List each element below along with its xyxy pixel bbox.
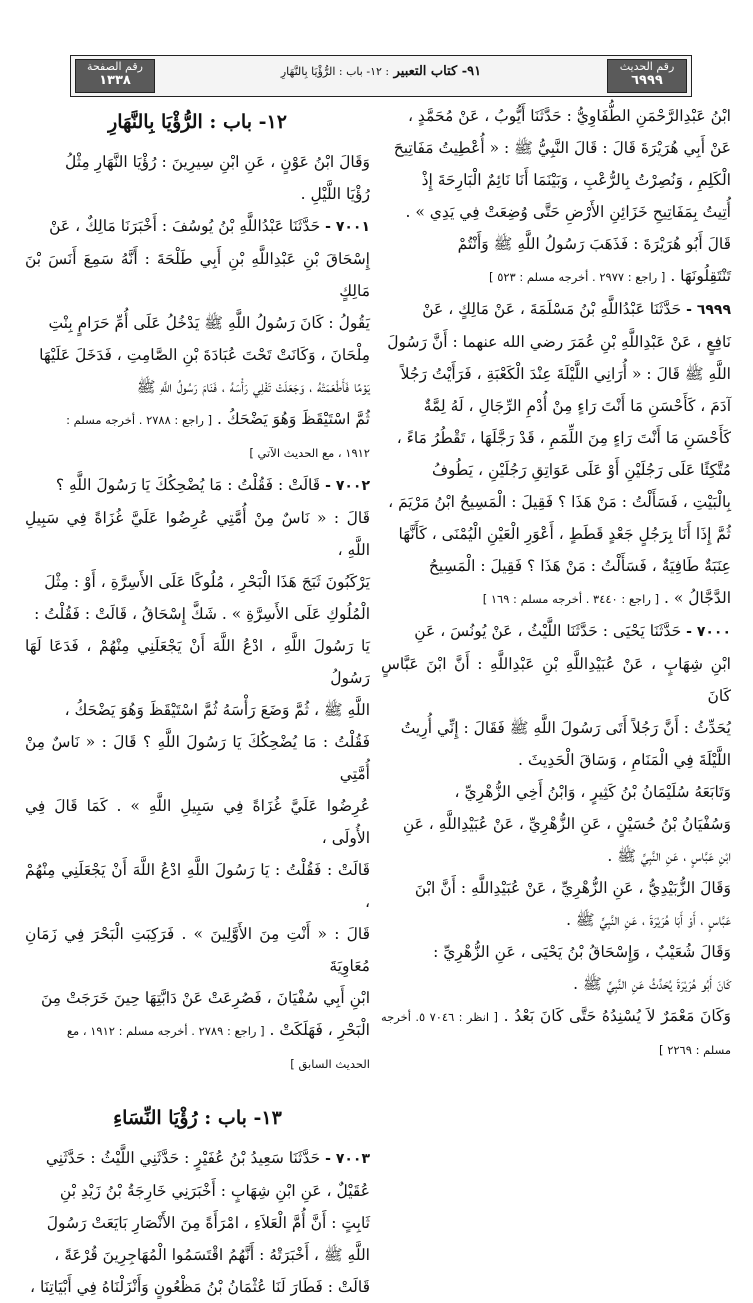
- text-line: [25, 566, 370, 598]
- line-text: عَنْ أَبِي هُرَيْرَةَ قَالَ : قَالَ النَّبِيُّ ﷺ : « أُعْطِيتُ مَفَاتِيحَ: [393, 139, 731, 157]
- text-line: [25, 243, 370, 307]
- line-text: آدَمَ ، كَأَحْسَنِ مَا أَنْتَ رَاءٍ مِنْ أُدْمِ الرِّجَالِ ، لَهُ لِمَّةٌ: [423, 397, 731, 415]
- line-text: مِلْحَانَ ، وَكَانَتْ تَحْتَ عُبَادَةَ بْنِ الصَّامِتِ ، فَدَخَلَ عَلَيْهَا: [39, 346, 370, 364]
- line-text: حَدَّثَنَا سَعِيدُ بْنُ عُفَيْرٍ : حَدَّثَنِي اللَّيْثُ : حَدَّثَنِي: [45, 1149, 321, 1167]
- text-line: [25, 146, 370, 178]
- text-line: [381, 260, 731, 293]
- text-line: [25, 1207, 370, 1239]
- text-line: [381, 582, 731, 615]
- line-text: ثُمَّ اسْتَيْقَظَ وَهُوَ يَضْحَكُ .: [217, 410, 370, 428]
- text-line: [25, 726, 370, 790]
- line-text: كَأَحْسَنِ مَا أَنْتَ رَاءٍ مِنَ اللِّمَمِ ، قَدْ رَجَّلَهَا ، تَقْطُرُ مَاءً ،: [396, 429, 731, 447]
- line-text: الْكَلِمِ ، وَنُصِرْتُ بِالرُّعْبِ ، وَبَيْنَمَا أَنَا نَائِمٌ الْبَارِحَةَ إِذْ: [421, 171, 731, 189]
- line-text: اللَّهِ ﷺ ، ثُمَّ وَضَعَ رَأْسَهُ ثُمَّ اسْتَيْقَظَ وَهُوَ يَضْحَكُ ،: [64, 701, 370, 719]
- text-line: [25, 469, 370, 502]
- text-line: [25, 790, 370, 854]
- line-text: قَالَتْ : فَطَارَ لَنَا عُثْمَانُ بْنُ مَظْعُونٍ وَأَنْزَلْنَاهُ فِي أَبْيَاتِنَا ،: [30, 1278, 370, 1296]
- text-line: [25, 210, 370, 243]
- line-text: الدَّجَّالُ » .: [664, 589, 731, 607]
- reference-note: [ راجع : ٢٧٨٨ . أخرجه مسلم :: [66, 413, 213, 427]
- text-line: [381, 1000, 731, 1066]
- book-title: ٩١- كتاب التعبير: [393, 64, 482, 79]
- text-line: [381, 422, 731, 454]
- hadith-number-label: رقم الحديث: [619, 60, 675, 73]
- text-line: [25, 307, 370, 339]
- text-line: [381, 228, 731, 260]
- text-line: [381, 132, 731, 164]
- line-text: ابْنِ شِهَابٍ ، عَنْ عُبَيْدِاللَّهِ بْنِ عَبْدِاللَّهِ : أَنَّ ابْنَ عَبَّاسٍ كَانَ: [381, 655, 731, 705]
- page-number-label: رقم الصفحة: [87, 60, 143, 73]
- line-text: يُحَدِّثُ : أَنَّ رَجُلاً أَتَى رَسُولَ اللَّهِ ﷺ فَقَالَ : إِنِّي أُرِيتُ: [400, 719, 731, 737]
- text-line: [381, 904, 731, 936]
- text-line: [381, 840, 731, 872]
- line-text: حَدَّثَنَا عَبْدُاللَّهِ بْنُ يُوسُفَ : أَخْبَرَنَا مَالِكٌ ، عَنْ: [49, 217, 321, 235]
- line-text: نَافِعٍ ، عَنْ عَبْدِاللَّهِ بْنِ عُمَرَ رضي الله عنهما : أَنَّ رَسُولَ: [387, 333, 731, 351]
- text-line: [381, 744, 731, 776]
- reference-note: ١٩١٢ ، مع الحديث الآتي ]: [249, 446, 370, 460]
- line-text: ثَابِتٍ : أَنَّ أُمَّ الْعَلاَءِ ، امْرَأَةً مِنَ الأَنْصَارِ بَايَعَتْ رَسُولَ: [46, 1214, 370, 1232]
- reference-note: [ راجع : ٢٩٧٧ . أخرجه مسلم : ٥٢٣ ]: [489, 270, 666, 284]
- line-text: عُرِضُوا عَلَيَّ غُزَاةً فِي سَبِيلِ اللَّهِ » . كَمَا قَالَ فِي الأُولَى ،: [25, 797, 370, 847]
- text-line: [25, 918, 370, 982]
- line-text: حَدَّثَنَا عَبْدُاللَّهِ بْنُ مَسْلَمَةَ ، عَنْ مَالِكٍ ، عَنْ: [422, 300, 682, 318]
- text-line: [381, 164, 731, 196]
- line-text: عُقَيْلٌ ، عَنِ ابْنِ شِهَابٍ : أَخْبَرَنِي خَارِجَةُ بْنُ زَيْدِ بْنِ: [59, 1182, 370, 1200]
- text-line: [25, 1142, 370, 1175]
- left-column-text-2: [25, 1142, 370, 1303]
- text-line: [381, 358, 731, 390]
- right-column: [381, 100, 731, 1066]
- hadith-number: ٦٩٩٩: [631, 73, 663, 88]
- text-line: [381, 872, 731, 904]
- text-line: [381, 968, 731, 1000]
- line-text: إِسْحَاقَ بْنِ عَبْدِاللَّهِ بْنِ أَبِي طَلْحَةَ : أَنَّهُ سَمِعَ أَنَسَ بْنَ مَالِكٍ: [25, 250, 370, 300]
- line-text: ابْنُ عَبْدِالرَّحْمَنِ الطُّفَاوِيُّ : حَدَّثَنَا أَيُّوبُ ، عَنْ مُحَمَّدٍ ،: [407, 107, 731, 125]
- hadith-number: ٧٠٠١ -: [325, 219, 370, 235]
- chapter-gap: [25, 1080, 370, 1096]
- hadith-number: ٦٩٩٩ -: [686, 302, 731, 318]
- line-text: وَقَالَ الزُّبَيْدِيُّ ، عَنِ الزُّهْرِيِّ ، عَنْ عُبَيْدِاللَّهِ : أَنَّ ابْنَ: [414, 879, 731, 897]
- text-line: [381, 390, 731, 422]
- text-line: [381, 712, 731, 744]
- text-line: [381, 196, 731, 228]
- text-line: [25, 1239, 370, 1271]
- running-title: [171, 64, 591, 79]
- line-text: عَبَّاسٍ ، أَوْ أَبَا هُرَيْرَةَ ، عَنِ النَّبِيِّ ﷺ .: [566, 911, 731, 929]
- text-line: [381, 808, 731, 840]
- text-line: [381, 454, 731, 486]
- line-text: قَالَ : « نَاسٌ مِنْ أُمَّتِي عُرِضُوا عَلَيَّ غُزَاةً فِي سَبِيلِ اللَّهِ ،: [25, 509, 370, 559]
- line-text: تَنْتَقِلُونَهَا .: [670, 267, 731, 285]
- line-text: كَانَ أَبُو هُرَيْرَةَ يُحَدِّثُ عَنِ النَّبِيِّ ﷺ .: [573, 975, 731, 993]
- page-number: ١٣٣٨: [99, 73, 131, 88]
- line-text: ابْنِ عَبَّاسٍ ، عَنِ النَّبِيِّ ﷺ .: [607, 847, 731, 865]
- line-text: قَالَتْ : فَقُلْتُ : يَا رَسُولَ اللَّهِ ادْعُ اللَّهَ أَنْ يَجْعَلَنِي مِنْهُمْ ،: [25, 861, 370, 911]
- line-text: بِالْبَيْتِ ، فَسَأَلْتُ : مَنْ هَذَا ؟ فَقِيلَ : الْمَسِيحُ ابْنُ مَرْيَمَ ،: [388, 493, 731, 511]
- text-line: [25, 502, 370, 566]
- left-column: [25, 100, 370, 1303]
- line-text: ابْنِ أَبِي سُفْيَانَ ، فَصُرِعَتْ عَنْ دَابَّتِهَا حِينَ خَرَجَتْ مِنَ: [41, 989, 370, 1007]
- line-text: وَسُفْيَانُ بْنُ حُسَيْنٍ ، عَنِ الزُّهْرِيِّ ، عَنْ عُبَيْدِاللَّهِ ، عَنِ: [402, 815, 731, 833]
- line-text: قَالَ : « أَنْتِ مِنَ الأَوَّلِينَ » . فَرَكِبَتِ الْبَحْرَ فِي زَمَانِ مُعَاوِيَةَ: [25, 925, 370, 975]
- text-line: [381, 648, 731, 712]
- text-line: [381, 550, 731, 582]
- text-line: [381, 293, 731, 326]
- line-text: يَوْمًا فَأَطْعَمَتْهُ ، وَجَعَلَتْ تَفْلِي رَأْسَهُ ، فَنَامَ رَسُولُ اللَّهِ ﷺ: [136, 378, 370, 396]
- left-column-text-1: [25, 146, 370, 1080]
- text-line: [381, 326, 731, 358]
- line-text: قَالَ أَبُو هُرَيْرَةَ : فَذَهَبَ رَسُولُ اللَّهِ ﷺ وَأَنْتُمْ: [457, 235, 731, 253]
- text-line: [25, 339, 370, 371]
- text-line: [25, 854, 370, 918]
- line-text: فَقُلْتُ : مَا يُضْحِكُكَ يَا رَسُولَ اللَّهِ ؟ قَالَ : « نَاسٌ مِنْ أُمَّتِي: [25, 733, 370, 783]
- line-text: أُتِيتُ بِمَفَاتِيحِ خَزَائِنِ الأَرْضِ حَتَّى وُضِعَتْ فِي يَدِي » .: [405, 203, 731, 221]
- reference-note: الحديث السابق ]: [290, 1057, 370, 1071]
- text-line: [25, 1175, 370, 1207]
- hadith-number: ٧٠٠٣ -: [325, 1151, 370, 1167]
- line-text: وَقَالَ شُعَيْبٌ ، وَإِسْحَاقُ بْنُ يَحْيَى ، عَنِ الزُّهْرِيِّ :: [433, 943, 731, 961]
- text-line: [25, 436, 370, 469]
- text-line: [25, 178, 370, 210]
- line-text: الْبَحْرِ ، فَهَلَكَتْ .: [269, 1021, 370, 1039]
- text-line: [381, 936, 731, 968]
- chapter-title: : ١٢- باب : الرُّؤْيَا بِالنَّهَارِ: [280, 65, 390, 78]
- text-line: [25, 1047, 370, 1080]
- chapter-heading: ١٢- باب : الرُّؤْيَا بِالنَّهَارِ: [108, 111, 287, 133]
- line-text: اللَّهِ ﷺ قَالَ : « أُرَانِي اللَّيْلَةَ عِنْدَ الْكَعْبَةِ ، فَرَأَيْتُ رَجُلاً: [400, 365, 731, 383]
- text-line: [25, 371, 370, 403]
- hadith-number: ٧٠٠٠ -: [686, 624, 731, 640]
- line-text: وَقَالَ ابْنُ عَوْنٍ ، عَنِ ابْنِ سِيرِينَ : رُؤْيَا النَّهَارِ مِثْلُ: [64, 153, 370, 171]
- hadith-number-box: [607, 59, 687, 93]
- text-line: [381, 615, 731, 648]
- line-text: يَقُولُ : كَانَ رَسُولُ اللَّهِ ﷺ يَدْخُلُ عَلَى أُمِّ حَرَامٍ بِنْتِ: [48, 314, 370, 332]
- text-line: [25, 630, 370, 694]
- text-line: [25, 403, 370, 436]
- page-number-box: [75, 59, 155, 93]
- reference-note: [ راجع : ٣٤٤٠ . أخرجه مسلم : ١٦٩ ]: [482, 592, 660, 606]
- line-text: عِنَبَةٌ طَافِيَةٌ ، فَسَأَلْتُ : مَنْ هَذَا ؟ فَقِيلَ : الْمَسِيحُ: [428, 557, 731, 575]
- text-line: [25, 1014, 370, 1047]
- text-line: [381, 100, 731, 132]
- line-text: يَرْكَبُونَ ثَبَجَ هَذَا الْبَحْرِ ، مُلُوكًا عَلَى الأَسِرَّةِ ، أَوْ : مِثْلَ: [44, 573, 370, 591]
- line-text: يَا رَسُولَ اللَّهِ ، ادْعُ اللَّهَ أَنْ يَجْعَلَنِي مِنْهُمْ ، فَدَعَا لَهَا رَسُولُ: [25, 637, 370, 687]
- text-line: [381, 486, 731, 518]
- line-text: الْمُلُوكِ عَلَى الأَسِرَّةِ » . شَكَّ إِسْحَاقُ ، قَالَتْ : فَقُلْتُ :: [34, 605, 370, 623]
- text-line: [381, 518, 731, 550]
- line-text: قَالَتْ : فَقُلْتُ : مَا يُضْحِكُكَ يَا رَسُولَ اللَّهِ ؟: [55, 476, 321, 494]
- line-text: ثُمَّ إِذَا أَنَا بِرَجُلٍ جَعْدٍ قَطَطٍ ، أَعْوَرِ الْعَيْنِ الْيُمْنَى ، كَأَنَّهَا: [398, 525, 731, 543]
- text-line: [25, 694, 370, 726]
- line-text: وَكَانَ مَعْمَرٌ لاَ يُسْنِدُهُ حَتَّى كَانَ بَعْدُ .: [503, 1007, 731, 1025]
- line-text: اللَّيْلَةَ فِي الْمَنَامِ ، وَسَاقَ الْحَدِيثَ .: [517, 751, 731, 769]
- text-line: [25, 1271, 370, 1303]
- line-text: اللَّهِ ﷺ ، أَخْبَرَتْهُ : أَنَّهُمُ اقْتَسَمُوا الْمُهَاجِرِينَ قُرْعَةً ،: [54, 1246, 370, 1264]
- line-text: مُتَّكِئًا عَلَى رَجُلَيْنِ أَوْ عَلَى عَوَاتِقِ رَجُلَيْنِ ، يَطُوفُ: [431, 461, 731, 479]
- reference-note: [ راجع : ٢٧٨٩ . أخرجه مسلم : ١٩١٢ ، مع: [66, 1024, 265, 1038]
- line-text: رُؤْيَا اللَّيْلِ .: [300, 185, 370, 203]
- page-header: [70, 55, 692, 97]
- text-line: [381, 776, 731, 808]
- line-text: وَتَابَعَهُ سُلَيْمَانُ بْنُ كَثِيرٍ ، وَابْنُ أَخِي الزُّهْرِيِّ ،: [454, 783, 731, 801]
- text-line: [25, 598, 370, 630]
- reference-note: [ انظر : ٧٠٤٦ ٥. أخرجه مسلم : ٢٢٦٩ ]: [381, 1010, 731, 1057]
- chapter-heading-2: ١٣- باب : رُؤْيَا النِّسَاءِ: [113, 1107, 282, 1129]
- hadith-number: ٧٠٠٢ -: [325, 478, 370, 494]
- line-text: حَدَّثَنَا يَحْيَى : حَدَّثَنَا اللَّيْثُ ، عَنْ يُونُسَ ، عَنِ: [414, 622, 682, 640]
- text-line: [25, 982, 370, 1014]
